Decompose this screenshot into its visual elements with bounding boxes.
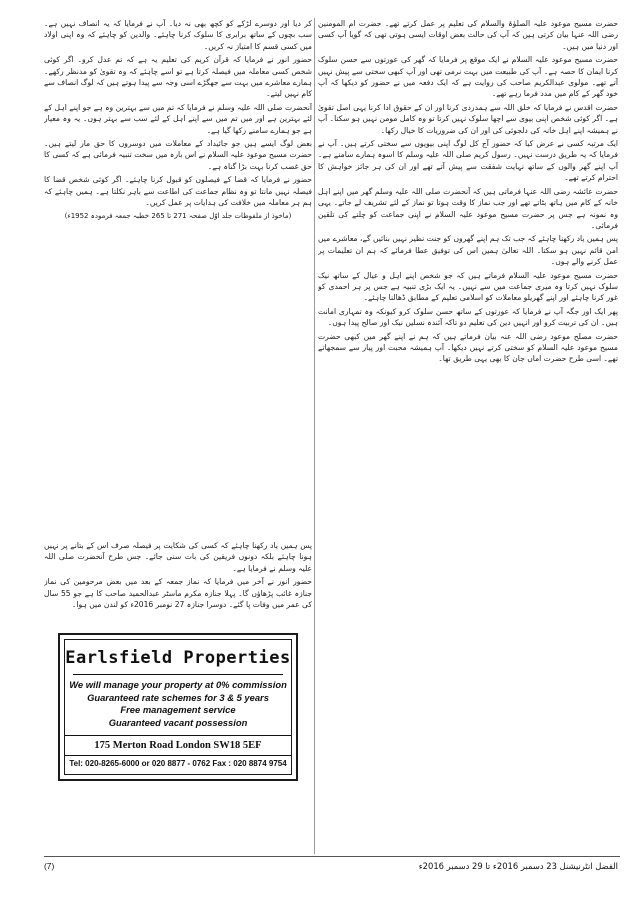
paragraph: حضرت مسیح موعود علیہ الصلوٰۃ والسلام کی تعلیم پر عمل کرتے تھے۔ حضرت ام المومنین رضی اللہ عنہا بیان کرتی ہیں کہ آپ کی حالت بعض اوقات ایسی ہوتی تھی کہ گویا آپ کسی اور دنیا میں ہیں۔ — [318, 19, 618, 51]
paragraph: حضرت مصلح موعود رضی اللہ عنہ بیان فرماتے ہیں کہ ہم نے اپنے گھر میں کبھی حضرت مسیح موعود علیہ السلام کو سختی کرتے نہیں دیکھا۔ آپ ہمیشہ محبت اور پیار سے سمجھاتے تھے۔ اسی طرح حضرت اماں جان کا بھی یہی طریق تھا۔ — [318, 331, 618, 364]
paragraph: حضور نے فرمایا کہ قضا کے فیصلوں کو قبول کرنا چاہئے۔ اگر کوئی شخص قضا کا فیصلہ نہیں مانتا تو وہ نظام جماعت کی اطاعت سے باہر نکلتا ہے۔ ہمیں چاہئے کہ ہم ہر معاملہ میں خلافت کی ہدایات پر عمل کریں۔ — [44, 175, 312, 208]
publication-footer: الفضل انٹرنیشنل 23 دسمبر 2016ء تا 29 دسمبر 2016ء — [418, 861, 618, 871]
paragraph: حضور انور نے فرمایا کہ قرآن کریم کی تعلیم یہ ہے کہ تم عدل کرو۔ اگر کوئی شخص کسی معاملہ میں فیصلہ کرتا ہے تو اسے چاہئے کہ وہ تقویٰ کو مدنظر رکھے۔ ہمارے معاشرے میں بہت سے جھگڑے اسی وجہ سے پیدا ہوتے ہیں کہ لوگ انصاف سے کام نہیں لیتے۔ — [44, 55, 312, 99]
right-article-column — [318, 18, 618, 854]
column-divider — [314, 18, 315, 854]
advertisement-title: Earlsfield Properties — [65, 648, 291, 668]
address-divider — [65, 755, 291, 756]
paragraph: آنحضرت صلی اللہ علیہ وسلم نے فرمایا کہ تم میں سے بہترین وہ ہے جو اپنے اہل کے لئے بہترین ہے اور میں تم میں سے اپنے اہل کے لئے سب سے بہتر ہوں۔ یہ وہ معیار ہے جو ہمارے سامنے رکھا گیا ہے۔ — [44, 102, 312, 135]
paragraph: حضرت مسیح موعود علیہ السلام فرماتے ہیں کہ جو شخص اپنے اہل و عیال کے ساتھ نیک سلوک نہیں کرتا وہ میری جماعت میں سے نہیں۔ یہ ایک بڑی تنبیہ ہے جس پر ہر احمدی کو غور کرنا چاہئے اور اپنے گھریلو معاملات کو اسلامی تعلیم کے مطابق ڈھالنا چاہئے۔ — [318, 270, 618, 303]
title-underline — [73, 674, 283, 675]
advertisement-contact-box — [65, 735, 291, 774]
paragraph: حضرت اقدس نے فرمایا کہ خلق اللہ سے ہمدردی کرنا اور ان کے حقوق ادا کرنا یہی اصل تقویٰ ہے۔ اگر کوئی شخص اپنی بیوی سے اچھا سلوک نہیں کرتا تو وہ کامل مومن نہیں ہو سکتا۔ آپ نے ہمیشہ اپنے اہل خانہ کی دلجوئی کی اور ان کی ضروریات کا خیال رکھا۔ — [318, 102, 618, 135]
advertisement-address: 175 Merton Road London SW18 5EF — [94, 740, 262, 751]
paragraph: پس ہمیں یاد رکھنا چاہئے کہ کسی کی شکایت پر فیصلہ صرف اس کے بتانے پر نہیں ہونا چاہئے بلکہ دونوں فریقین کی بات سنی جائے۔ جس طرح آنحضرت صلی اللہ علیہ وسلم نے فرمایا ہے۔ — [44, 541, 312, 573]
advertisement-line: Guaranteed rate schemes for 3 & 5 years — [87, 691, 269, 703]
advertisement-line: Free management service — [120, 704, 236, 715]
advertisement-inner-border — [64, 639, 292, 775]
footer-divider — [44, 856, 620, 857]
paragraph: ایک مرتبہ کسی نے عرض کیا کہ حضور آج کل لوگ اپنی بیویوں سے سختی کرتے ہیں۔ آپ نے فرمایا کہ یہ طریق درست نہیں۔ رسول کریم صلی اللہ علیہ وسلم کا اسوہ ہمارے سامنے ہے۔ آپ اپنے گھر والوں کے ساتھ نہایت شفقت سے پیش آتے تھے اور ان کی ہر جائز خواہش کا احترام کرتے تھے۔ — [318, 139, 618, 183]
left-article-continuation — [44, 540, 312, 632]
paragraph: حضرت مسیح موعود علیہ السلام نے ایک موقع پر فرمایا کہ گھر کی عورتوں سے حسن سلوک کرنا ایمان کا حصہ ہے۔ آپ کی طبیعت میں بہت نرمی تھی اور آپ کبھی سختی سے پیش نہیں آتے تھے۔ مولوی عبدالکریم صاحب کی روایت ہے کہ ایک دفعہ میں نے حضور کو دیکھا کہ آپ خود گھر کے کام میں مدد فرما رہے تھے۔ — [318, 55, 618, 99]
property-advertisement — [58, 633, 298, 781]
left-article-column — [44, 18, 312, 538]
page-number: (7) — [44, 861, 55, 871]
paragraph: کر دیا اور دوسرے لڑکے کو کچھ بھی نہ دیا۔ آپ نے فرمایا کہ یہ انصاف نہیں ہے۔ سب بچوں کے ساتھ برابری کا سلوک کرنا چاہئے۔ والدین کو چاہئے کہ وہ اپنی اولاد میں کسی قسم کا امتیاز نہ کریں۔ — [44, 19, 312, 51]
paragraph: حضور انور نے آخر میں فرمایا کہ نماز جمعہ کے بعد میں بعض مرحومین کی نماز جنازہ غائب پڑھاؤں گا۔ پہلا جنازہ مکرم ماسٹر عبدالحمید صاحب کا ہے جو 55 سال کی عمر میں وفات پا گئے۔ دوسرا جنازہ 27 نومبر 2016ء کو لندن میں ہوا۔ — [44, 577, 312, 610]
paragraph: حضرت عائشہ رضی اللہ عنہا فرماتی ہیں کہ آنحضرت صلی اللہ علیہ وسلم گھر میں اپنے اہل خانہ کے کام میں ہاتھ بٹاتے تھے اور جب نماز کا وقت ہوتا تو نماز کے لئے تشریف لے جاتے۔ یہی وہ نمونہ ہے جس پر حضرت مسیح موعود علیہ السلام نے اپنی جماعت کو چلنے کی تلقین فرمائی۔ — [318, 186, 618, 230]
advertisement-line: Guaranteed vacant possession — [108, 716, 248, 728]
advertisement-line: We will manage your property at 0% commission — [69, 679, 287, 690]
paragraph: پھر ایک اور جگہ آپ نے فرمایا کہ عورتوں کے ساتھ حسن سلوک کرو کیونکہ وہ تمہاری امانت ہیں۔ ان کی تربیت کرو اور انہیں دین کی تعلیم دو تاکہ آئندہ نسلیں نیک اور صالح پیدا ہوں۔ — [318, 306, 618, 328]
paragraph: پس ہمیں یاد رکھنا چاہئے کہ جب تک ہم اپنے گھروں کو جنت نظیر نہیں بنائیں گے، معاشرے میں امن قائم نہیں ہو سکتا۔ اللہ تعالیٰ ہمیں اس کی توفیق عطا فرمائے کہ ہم ان تعلیمات پر عمل کرنے والے ہوں۔ — [318, 234, 618, 267]
advertisement-phones: Tel: 020-8265-6000 or 020 8877 - 0762 Fax : 020 8874 9754 — [69, 759, 287, 768]
source-reference: (ماخوذ از ملفوظات جلد اوّل صفحہ 271 تا 265 خطبہ جمعہ فرمودہ 1952ء) — [64, 211, 292, 220]
paragraph: بعض لوگ ایسے ہیں جو جائیداد کے معاملات میں دوسروں کا حق مار لیتے ہیں۔ حضرت مسیح موعود علیہ السلام نے اس بارہ میں سخت تنبیہ فرمائی ہے کہ کسی کا حق غصب کرنا بہت بڑا گناہ ہے۔ — [44, 139, 312, 171]
